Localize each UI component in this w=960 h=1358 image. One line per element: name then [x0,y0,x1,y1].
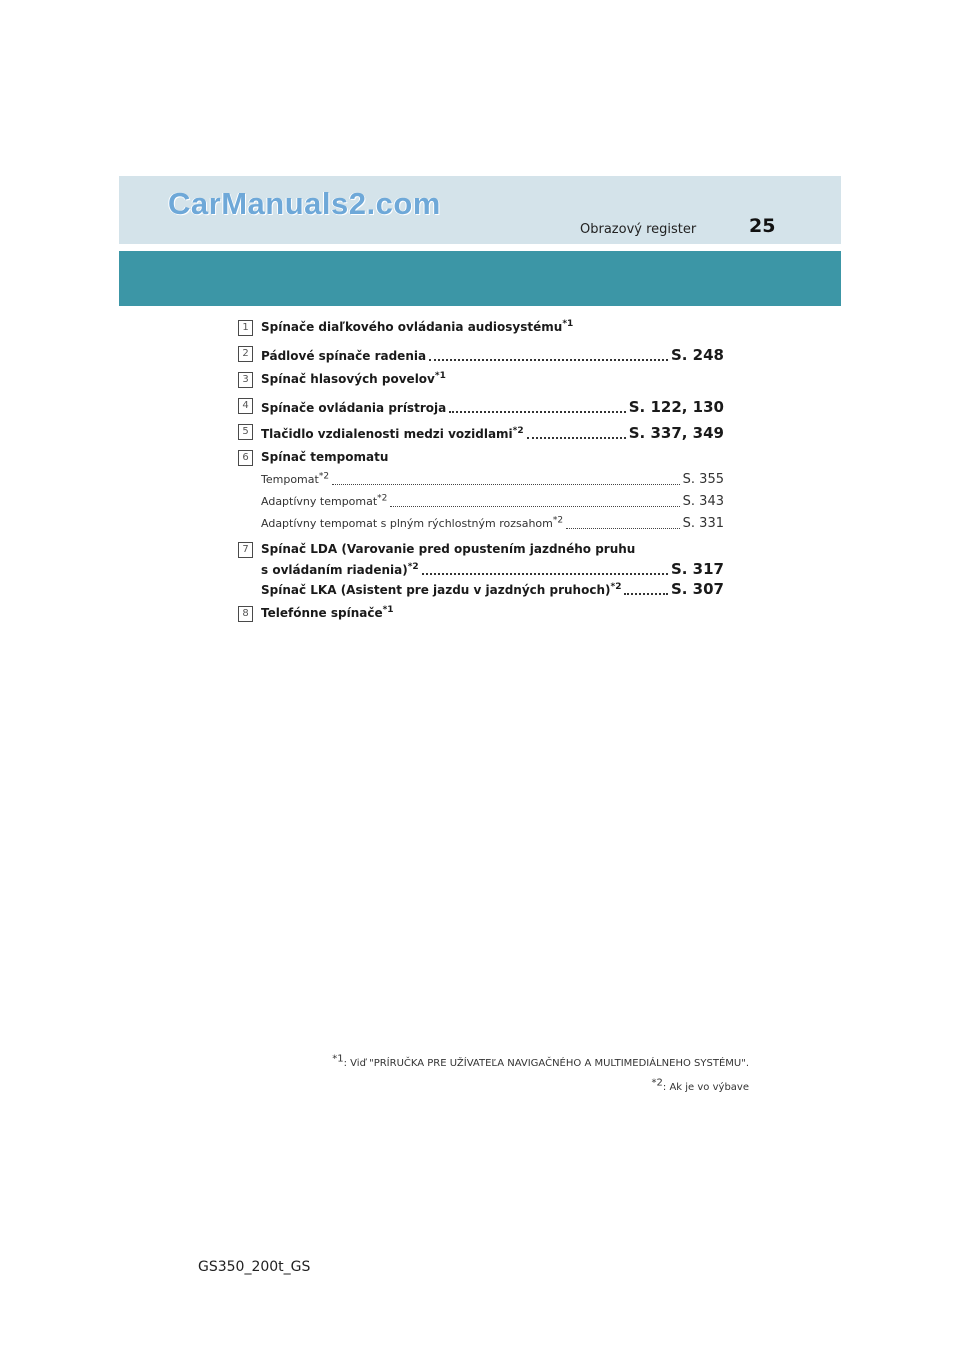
entry-label: Spínače ovládania prístroja [261,401,447,415]
section-title: Obrazový register [580,222,697,237]
sub-entry-row [261,516,724,531]
entry-number: 3 [238,372,253,388]
entry-number: 8 [238,606,253,622]
entry-number: 2 [238,346,253,362]
leader-dots [449,410,626,413]
entry-row [261,372,724,386]
entry-label: Pádlové spínače radenia [261,349,427,363]
entry-row [261,320,724,334]
page-reference-link[interactable]: S. 248 [670,346,724,364]
footnote-text: : Ak je vo výbave [662,1082,749,1093]
document-code: GS350_200t_GS [198,1259,311,1275]
entry-row [261,346,724,364]
entry-label-line2: s ovládaním riadenia)$^{*2}$ [261,562,419,577]
entry-row [261,542,724,556]
leader-dots [332,483,680,485]
footnote-2 [651,1077,749,1093]
entry-number: 4 [238,398,253,414]
footnote-1 [332,1053,749,1069]
entry-row [261,560,724,578]
page-reference-link[interactable]: S. 343 [682,494,724,509]
footnote-mark: *1 [332,1053,344,1065]
leader-dots [527,436,626,439]
leader-dots [429,358,668,361]
entry-row [261,580,724,598]
sub-entry-label: Tempomat$^{*2}$ [261,471,330,486]
sub-entry-row [261,472,724,487]
sub-entry-row [261,494,724,509]
header-color-bar [119,251,841,306]
leader-dots [624,592,668,595]
entry-number: 6 [238,450,253,466]
page-reference-link[interactable]: S. 331 [682,516,724,531]
entry-number: 7 [238,542,253,558]
entry-label-line1: Spínač LDA (Varovanie pred opustením jazdného pruhu [261,542,636,556]
entry-label: Spínače diaľkového ovládania audiosystému$^{*1}$ [261,319,574,334]
page-reference-link[interactable]: S. 355 [682,472,724,487]
entry-row [261,606,724,620]
entry-label: Telefónne spínače$^{*1}$ [261,605,394,620]
footnote-text: : Viď "PRÍRUČKA PRE UŽÍVATEĽA NAVIGAČNÉHO A MULTIMEDIÁLNEHO SYSTÉMU". [343,1058,749,1069]
entry-label: Tlačidlo vzdialenosti medzi vozidlami$^{*2}$ [261,426,524,441]
leader-dots [566,527,680,529]
sub-entry-label: Adaptívny tempomat$^{*2}$ [261,493,388,508]
footnote-mark: *2 [651,1077,663,1089]
entry-label: Spínač hlasových povelov$^{*1}$ [261,371,446,386]
entry-number: 5 [238,424,253,440]
page-reference-link[interactable]: S. 122, 130 [628,398,724,416]
entry-row [261,398,724,416]
page-reference-link[interactable]: S. 307 [670,580,724,598]
entry-number: 1 [238,320,253,336]
leader-dots [390,505,679,507]
sub-entry-label: Adaptívny tempomat s plným rýchlostným rozsahom$^{*2}$ [261,515,564,530]
watermark-logo: CarManuals2.com [168,186,441,221]
leader-dots [422,572,668,575]
entry-row [261,450,724,464]
page-reference-link[interactable]: S. 337, 349 [628,424,724,442]
entry-row [261,424,724,442]
page-reference-link[interactable]: S. 317 [670,560,724,578]
entry-label: Spínač tempomatu [261,450,389,464]
entry-label: Spínač LKA (Asistent pre jazdu v jazdných pruhoch)$^{*2}$ [261,582,622,597]
page-number: 25 [749,215,776,237]
